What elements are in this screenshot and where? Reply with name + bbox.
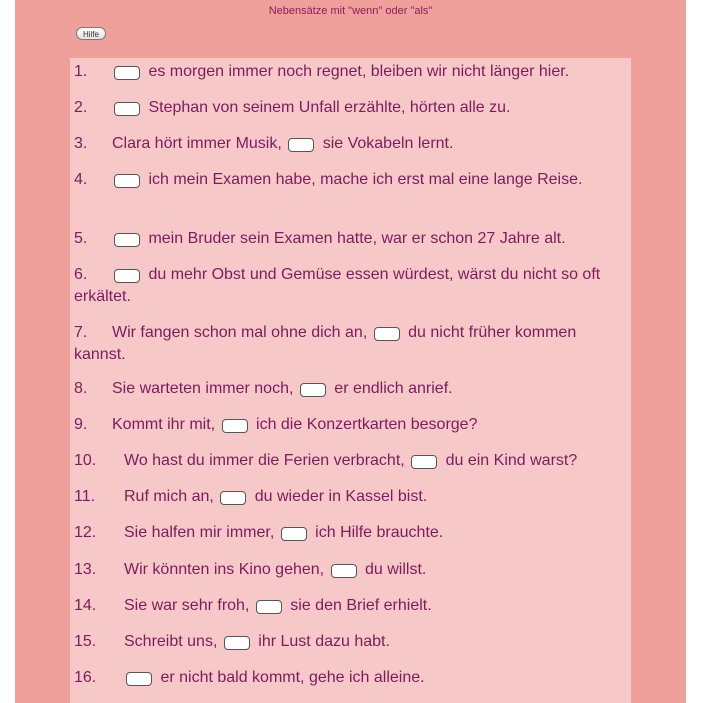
answer-blank[interactable] <box>224 636 250 650</box>
answer-blank[interactable] <box>114 102 140 116</box>
sentence-end: er endlich anrief. <box>329 380 453 397</box>
answer-blank[interactable] <box>114 269 140 283</box>
sentence-end: ich mein Examen habe, mache ich erst mal eine lange Reise. <box>144 171 583 188</box>
sentence-start: Schreibt uns, <box>124 633 222 650</box>
item-number: 1. <box>74 63 88 80</box>
sentence-start: Wir könnten ins Kino gehen, <box>124 561 329 578</box>
answer-blank[interactable] <box>281 527 307 541</box>
exercise-panel <box>15 0 686 703</box>
sentence-start: Sie halfen mir immer, <box>124 524 279 541</box>
exercise-item <box>74 450 630 472</box>
item-number: 10. <box>74 452 97 469</box>
item-number: 13. <box>74 561 97 578</box>
sentence-end: mein Bruder sein Examen hatte, war er schon 27 Jahre alt. <box>144 230 566 247</box>
item-number: 4. <box>74 171 88 188</box>
exercise-item <box>74 522 630 544</box>
sentence-end: sie Vokabeln lernt. <box>318 135 454 152</box>
sentence-end: er nicht bald kommt, gehe ich alleine. <box>156 669 425 686</box>
sentence-end: du willst. <box>360 561 427 578</box>
sentence-start: Clara hört immer Musik, <box>112 135 287 152</box>
answer-blank[interactable] <box>114 233 140 247</box>
exercise-item <box>74 667 630 689</box>
sentence-start: Ruf mich an, <box>124 488 219 505</box>
answer-blank[interactable] <box>300 383 326 397</box>
exercise-item <box>74 486 630 508</box>
answer-blank[interactable] <box>222 419 248 433</box>
item-number: 14. <box>74 597 97 614</box>
item-number: 15. <box>74 633 97 650</box>
sentence-end: du mehr Obst und Gemüse essen würdest, wärst du nicht so oft erkältet. <box>74 266 601 305</box>
answer-blank[interactable] <box>220 491 246 505</box>
item-number: 3. <box>74 135 88 152</box>
sentence-end: ich Hilfe brauchte. <box>310 524 444 541</box>
sentence-end: ich die Konzertkarten besorge? <box>251 416 478 433</box>
exercise-item <box>74 97 630 119</box>
sentence-end: du nicht früher kommen kannst. <box>74 324 577 363</box>
exercise-item <box>74 631 630 653</box>
item-number: 5. <box>74 230 88 247</box>
exercise-item <box>74 322 630 366</box>
exercise-item <box>74 228 630 250</box>
item-number: 16. <box>74 669 97 686</box>
answer-blank[interactable] <box>126 672 152 686</box>
answer-blank[interactable] <box>331 564 357 578</box>
item-number: 7. <box>74 324 88 341</box>
exercise-item <box>74 559 630 581</box>
item-number: 6. <box>74 266 88 283</box>
sentence-start: Wir fangen schon mal ohne dich an, <box>112 324 372 341</box>
sentence-start: Wo hast du immer die Ferien verbracht, <box>124 452 410 469</box>
exercise-item <box>74 595 630 617</box>
sentence-start: Sie war sehr froh, <box>124 597 254 614</box>
answer-blank[interactable] <box>288 138 314 152</box>
item-number: 11. <box>74 488 96 505</box>
sentence-end: sie den Brief erhielt. <box>285 597 432 614</box>
exercise-item <box>74 378 630 400</box>
exercise-item <box>74 414 630 436</box>
sentence-start: Sie warteten immer noch, <box>112 380 298 397</box>
sentence-end: du ein Kind warst? <box>441 452 578 469</box>
sentence-end: Stephan von seinem Unfall erzählte, hörten alle zu. <box>144 99 511 116</box>
item-number: 12. <box>74 524 97 541</box>
exercise-title: Nebensätze mit "wenn" oder "als" <box>268 5 433 17</box>
exercise-item <box>74 133 630 155</box>
sentence-end: es morgen immer noch regnet, bleiben wir nicht länger hier. <box>144 63 570 80</box>
exercise-item <box>74 264 630 308</box>
sentence-end: ihr Lust dazu habt. <box>253 633 390 650</box>
answer-blank[interactable] <box>114 66 140 80</box>
exercise-list <box>70 58 631 703</box>
answer-blank[interactable] <box>411 455 437 469</box>
help-button[interactable]: Hilfe <box>76 27 106 40</box>
answer-blank[interactable] <box>114 174 140 188</box>
exercise-item <box>74 61 630 83</box>
sentence-start: Kommt ihr mit, <box>112 416 220 433</box>
item-number: 2. <box>74 99 88 116</box>
item-number: 9. <box>74 416 88 433</box>
answer-blank[interactable] <box>374 327 400 341</box>
answer-blank[interactable] <box>256 600 282 614</box>
sentence-end: du wieder in Kassel bist. <box>250 488 428 505</box>
exercise-item <box>74 169 630 191</box>
item-number: 8. <box>74 380 88 397</box>
